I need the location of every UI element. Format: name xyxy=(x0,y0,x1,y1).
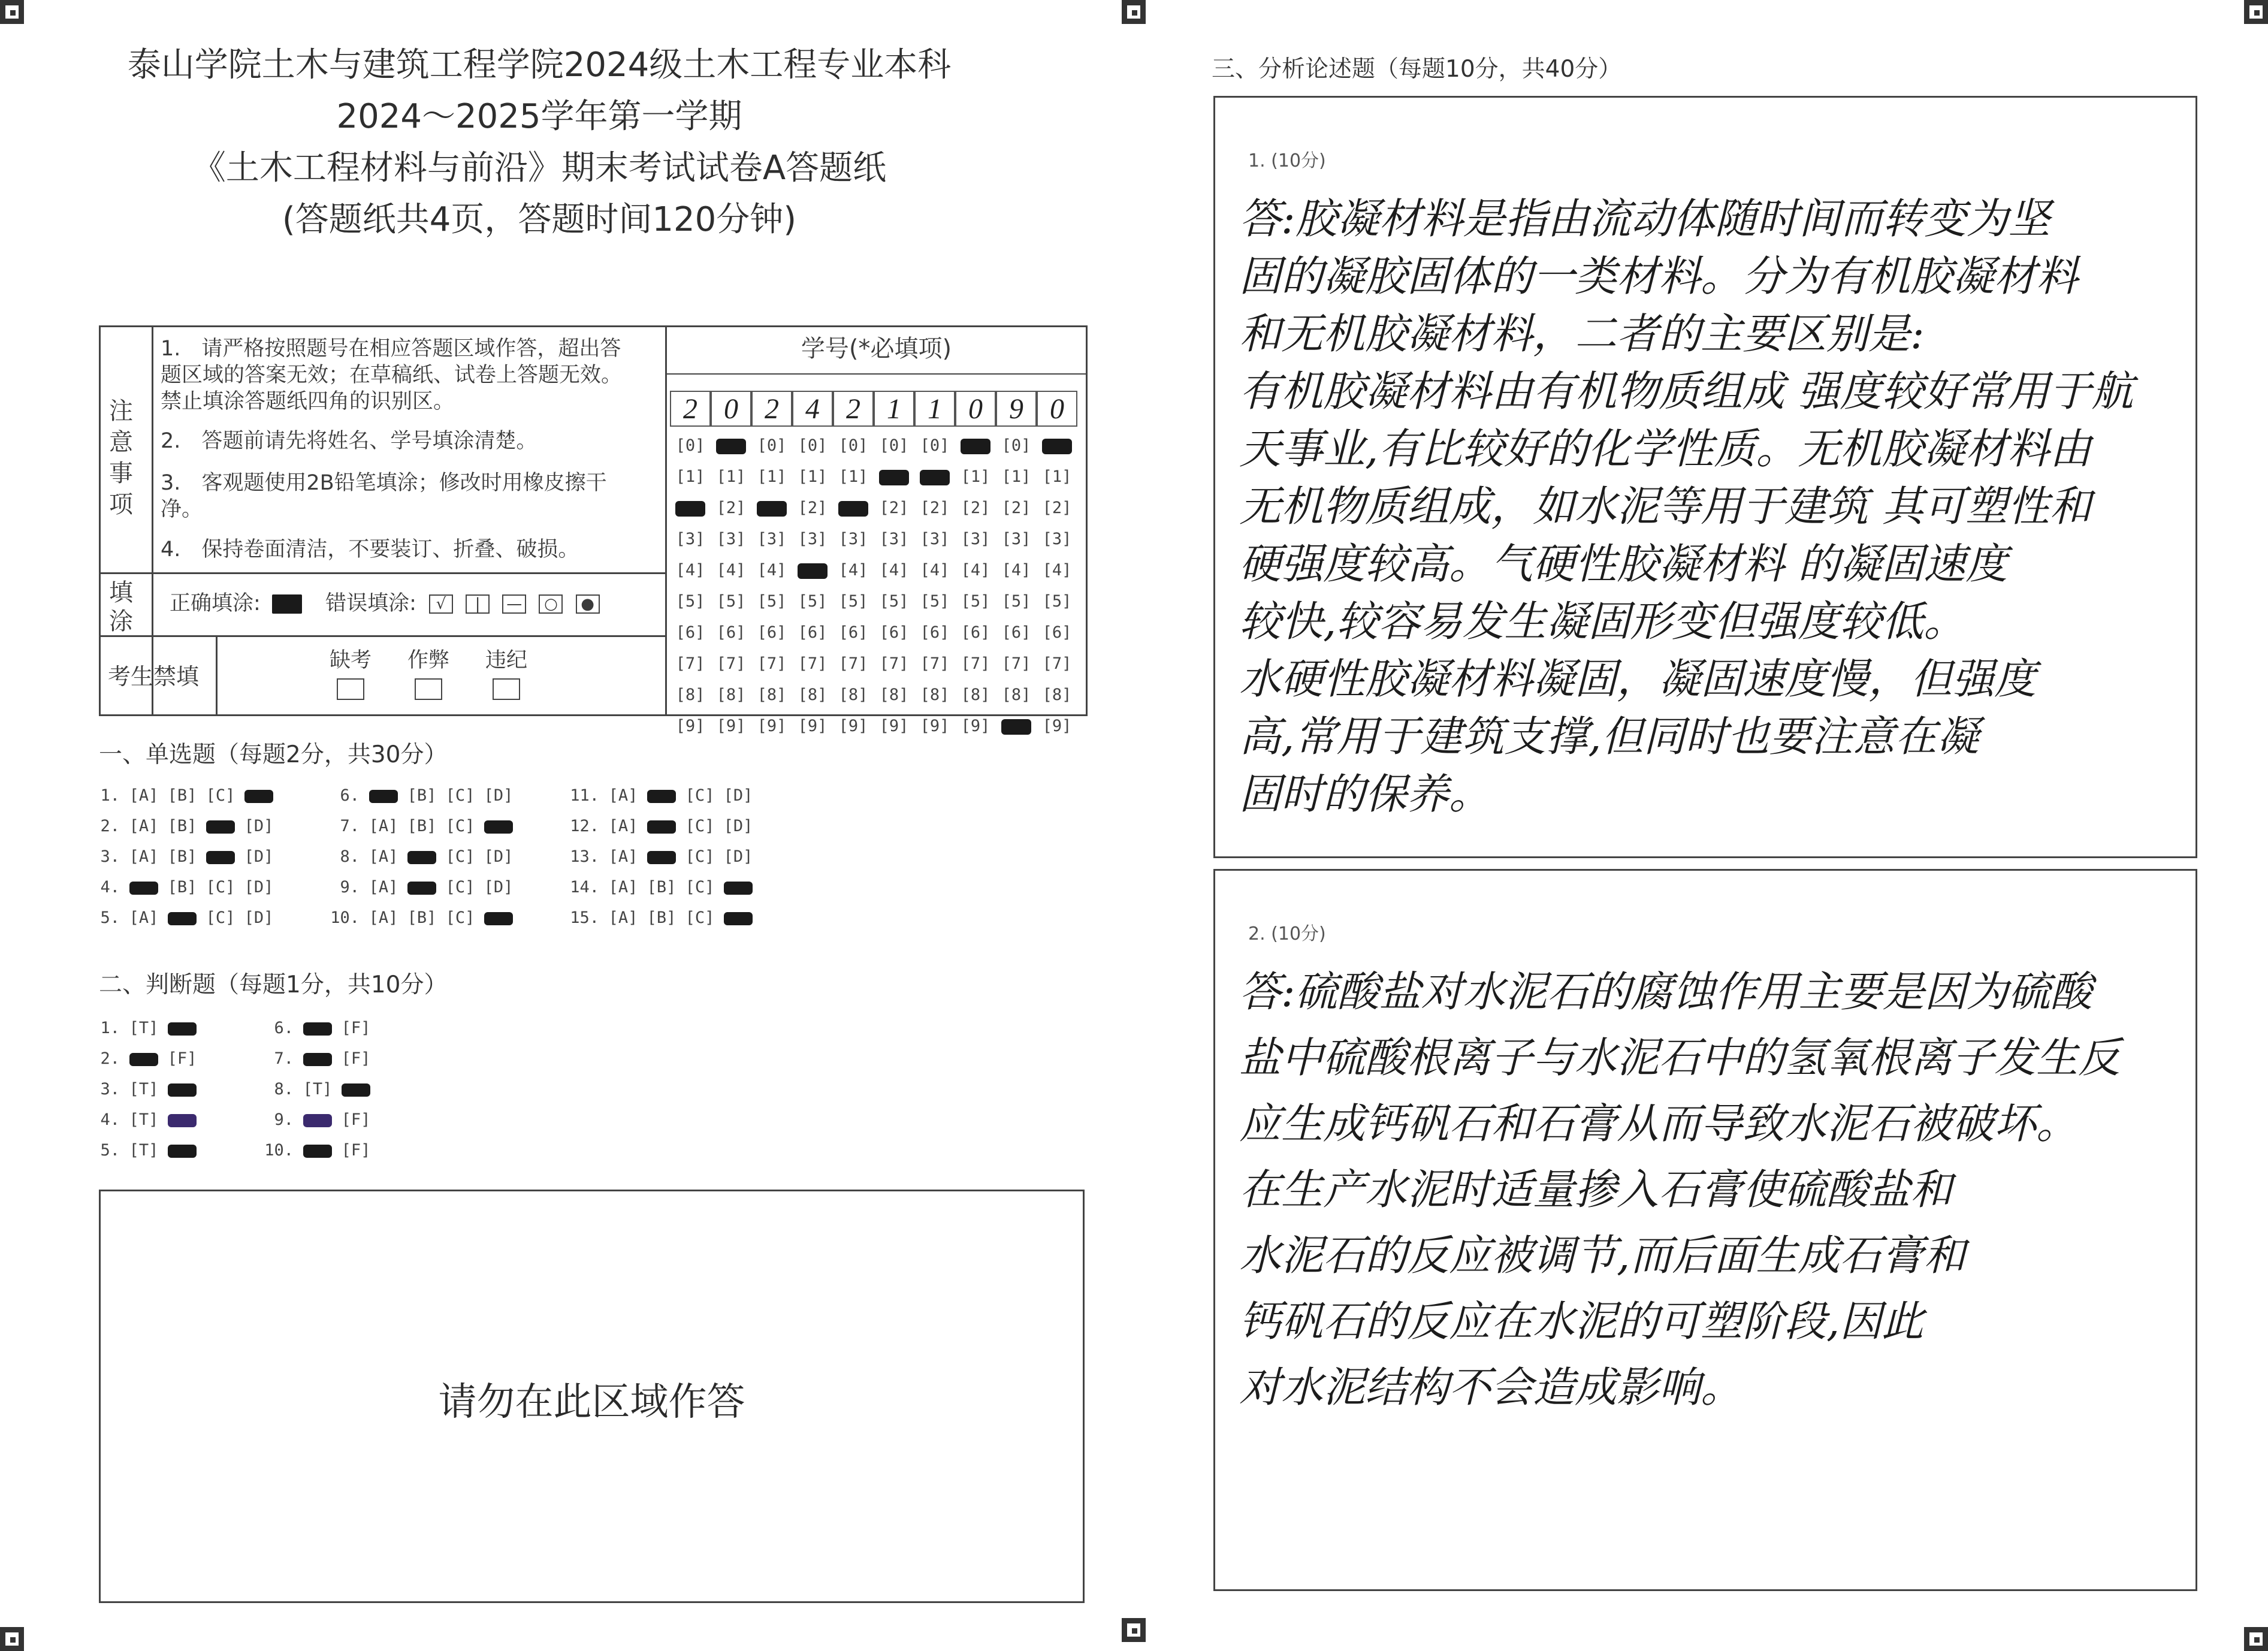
student-id-digit-box[interactable]: 0 xyxy=(1037,391,1077,427)
notice-label: 注意事项 xyxy=(109,397,133,518)
student-id-bubble[interactable]: [9] xyxy=(920,717,950,735)
handwritten-line: 和无机胶凝材料，二者的主要区别是: xyxy=(1239,309,1925,358)
answer-bubble[interactable] xyxy=(298,1110,337,1129)
student-id-bubble[interactable]: [6] xyxy=(716,623,746,642)
answer-bubble[interactable] xyxy=(642,847,681,866)
handwritten-line: 固的凝胶固体的一类材料。分为有机胶凝材料 xyxy=(1239,252,2078,301)
question-number: 2. xyxy=(100,1049,120,1068)
question-number: 8. xyxy=(340,847,360,866)
student-id-digit-box[interactable]: 9 xyxy=(996,391,1037,427)
student-id-digit-box[interactable]: 2 xyxy=(833,391,874,427)
essay-q1-label: 1. (10分) xyxy=(1248,150,1326,171)
header-line-1: 泰山学院土木与建筑工程学院2024级土木工程专业本科 xyxy=(127,46,952,84)
handwritten-line: 水硬性胶凝材料凝固，凝固速度慢，但强度 xyxy=(1239,654,2036,704)
student-id-bubble[interactable]: [1] xyxy=(757,467,787,486)
answer-bubble[interactable] xyxy=(298,1049,337,1068)
single-choice-question xyxy=(330,878,518,897)
answer-bubble[interactable] xyxy=(403,847,441,866)
answer-bubble[interactable]: [C] xyxy=(685,786,715,805)
answer-bubble[interactable] xyxy=(642,817,681,835)
student-id-bubble[interactable]: [9] xyxy=(838,717,868,735)
handwritten-line: 答:硫酸盐对水泥石的腐蚀作用主要是因为硫酸 xyxy=(1239,967,2092,1016)
student-id-bubble[interactable]: [2] xyxy=(1001,499,1031,517)
answer-bubble[interactable]: [D] xyxy=(484,786,514,805)
question-number: 2. xyxy=(100,817,120,835)
no-answer-zone xyxy=(99,1190,1085,1603)
handwritten-line: 对水泥结构不会造成影响。 xyxy=(1239,1363,1742,1412)
student-id-digit-box[interactable]: 4 xyxy=(792,391,833,427)
single-choice-question xyxy=(569,878,757,897)
student-id-bubble[interactable] xyxy=(713,436,749,455)
student-id-bubble[interactable]: [1] xyxy=(716,467,746,486)
question-number: 5. xyxy=(100,1141,120,1160)
answer-bubble[interactable]: [T] xyxy=(129,1019,159,1037)
student-id-bubble[interactable]: [4] xyxy=(920,561,950,579)
answer-bubble[interactable]: [T] xyxy=(129,1110,159,1129)
student-id-bubble[interactable]: [5] xyxy=(757,592,787,611)
student-id-bubble[interactable]: [4] xyxy=(675,561,705,579)
student-id-digit-box[interactable]: 1 xyxy=(874,391,914,427)
true-false-question xyxy=(264,1019,375,1037)
student-id-bubble[interactable]: [7] xyxy=(798,654,828,673)
answer-bubble[interactable]: [D] xyxy=(484,878,514,897)
essay-box-2[interactable] xyxy=(1213,869,2197,1591)
header-line-3: 《土木工程材料与前沿》期末考试试卷A答题纸 xyxy=(192,149,887,188)
question-number: 12. xyxy=(570,817,599,835)
notice-item-3: 3. 客观题使用2B铅笔填涂；修改时用橡皮擦干净。 xyxy=(161,471,607,521)
true-false-question xyxy=(90,1049,201,1068)
student-id-bubble[interactable] xyxy=(1039,436,1075,455)
student-id-digit-box[interactable]: 0 xyxy=(711,391,751,427)
student-id-bubble[interactable]: [6] xyxy=(798,623,828,642)
handwritten-line: 硬强度较高。气硬性胶凝材料 的凝固速度 xyxy=(1239,539,2008,588)
answer-bubble[interactable]: [F] xyxy=(341,1141,371,1160)
student-id-bubble[interactable]: [8] xyxy=(1001,686,1031,704)
answer-bubble[interactable]: [F] xyxy=(341,1049,371,1068)
answer-bubble[interactable]: [D] xyxy=(244,847,274,866)
answer-bubble[interactable]: [A] xyxy=(369,817,398,835)
answer-bubble[interactable]: [C] xyxy=(685,908,715,927)
student-id-bubble[interactable]: [7] xyxy=(961,654,990,673)
student-id-bubble[interactable]: [5] xyxy=(716,592,746,611)
answer-bubble[interactable]: [A] xyxy=(608,817,638,835)
student-id-bubble[interactable]: [5] xyxy=(675,592,705,611)
student-id-bubble[interactable]: [1] xyxy=(675,467,705,486)
student-id-bubble[interactable]: [2] xyxy=(920,499,950,517)
corner-marker-bottom-right xyxy=(2244,1627,2268,1651)
student-id-bubble[interactable]: [9] xyxy=(879,717,909,735)
corner-marker-bottom-left xyxy=(0,1627,24,1651)
answer-bubble[interactable]: [C] xyxy=(445,908,475,927)
student-id-bubble[interactable]: [9] xyxy=(798,717,828,735)
question-number: 7. xyxy=(274,1049,294,1068)
question-number: 1. xyxy=(100,1019,120,1037)
correct-fill-label: 正确填涂: xyxy=(170,591,261,615)
essay-q2-label: 2. (10分) xyxy=(1248,923,1326,944)
question-number: 1. xyxy=(100,786,120,805)
question-number: 10. xyxy=(264,1141,294,1160)
student-id-bubble[interactable]: [7] xyxy=(838,654,868,673)
student-id-bubble[interactable]: [0] xyxy=(1001,436,1031,455)
answer-bubble[interactable]: [D] xyxy=(723,786,753,805)
student-id-bubble[interactable]: [4] xyxy=(961,561,990,579)
student-id-bubble[interactable]: [5] xyxy=(838,592,868,611)
section2-title: 二、判断题（每题1分，共10分） xyxy=(99,971,448,998)
answer-bubble[interactable]: [A] xyxy=(129,786,159,805)
answer-bubble[interactable] xyxy=(201,847,240,866)
student-id-bubble[interactable]: [7] xyxy=(920,654,950,673)
student-id-bubble[interactable]: [3] xyxy=(838,530,868,548)
essay-box-1[interactable] xyxy=(1213,96,2197,858)
student-id-bubble[interactable]: [4] xyxy=(879,561,909,579)
answer-bubble[interactable]: [C] xyxy=(206,908,235,927)
question-number: 9. xyxy=(274,1110,294,1129)
answer-bubble[interactable]: [C] xyxy=(206,878,235,897)
answer-bubble[interactable]: [C] xyxy=(206,786,235,805)
handwritten-line: 盐中硫酸根离子与水泥石中的氢氧根离子发生反 xyxy=(1239,1033,2120,1082)
answer-bubble[interactable]: [C] xyxy=(685,847,715,866)
handwritten-line: 钙矾石的反应在水泥的可塑阶段,因此 xyxy=(1239,1297,1924,1346)
student-id-bubble[interactable]: [4] xyxy=(1001,561,1031,579)
answer-bubble[interactable]: [F] xyxy=(341,1110,371,1129)
student-id-bubble[interactable]: [3] xyxy=(1042,530,1072,548)
answer-bubble[interactable]: [B] xyxy=(167,847,197,866)
student-id-bubble[interactable]: [4] xyxy=(757,561,787,579)
student-id-bubble[interactable]: [0] xyxy=(757,436,787,455)
answer-bubble[interactable]: [C] xyxy=(445,878,475,897)
correct-fill-mark xyxy=(272,594,302,614)
answer-bubble[interactable]: [A] xyxy=(129,817,159,835)
question-number: 7. xyxy=(340,817,360,835)
student-id-bubble[interactable] xyxy=(917,467,953,486)
student-id-bubble[interactable]: [6] xyxy=(961,623,990,642)
handwritten-line: 在生产水泥时适量掺入石膏使硫酸盐和 xyxy=(1239,1165,1952,1214)
forbid-item-absent[interactable]: 缺考 xyxy=(327,647,375,700)
single-choice-question xyxy=(90,786,278,805)
answer-bubble[interactable]: [B] xyxy=(407,786,437,805)
answer-bubble[interactable]: [A] xyxy=(369,847,398,866)
answer-bubble[interactable]: [F] xyxy=(167,1049,197,1068)
student-id-bubble[interactable]: [8] xyxy=(1042,686,1072,704)
answer-bubble[interactable] xyxy=(163,1080,201,1098)
student-id-bubble[interactable]: [6] xyxy=(1042,623,1072,642)
question-number: 11. xyxy=(570,786,599,805)
handwritten-line: 无机物质组成，如水泥等用于建筑 其可塑性和 xyxy=(1239,482,2092,531)
question-number: 8. xyxy=(274,1080,294,1098)
fill-example xyxy=(170,590,661,617)
student-id-bubble[interactable]: [7] xyxy=(716,654,746,673)
single-choice-question xyxy=(90,847,278,866)
student-id-bubble[interactable] xyxy=(672,499,708,517)
answer-bubble[interactable] xyxy=(163,908,201,927)
answer-bubble[interactable]: [A] xyxy=(608,878,638,897)
student-id-bubble[interactable]: [7] xyxy=(1042,654,1072,673)
answer-bubble[interactable]: [A] xyxy=(129,847,159,866)
single-choice-question xyxy=(569,908,757,927)
student-id-bubble[interactable] xyxy=(876,467,912,486)
wrong-mark-bar: | xyxy=(466,594,490,614)
question-number: 3. xyxy=(100,847,120,866)
student-id-bubble[interactable]: [0] xyxy=(879,436,909,455)
answer-bubble[interactable] xyxy=(298,1019,337,1037)
true-false-question xyxy=(264,1141,375,1160)
student-id-bubble[interactable]: [0] xyxy=(798,436,828,455)
corner-marker-bottom-center xyxy=(1122,1618,1146,1642)
student-id-bubble[interactable]: [7] xyxy=(1001,654,1031,673)
handwritten-line: 固时的保养。 xyxy=(1239,769,1491,819)
student-id-bubble[interactable]: [8] xyxy=(757,686,787,704)
student-id-bubble[interactable] xyxy=(998,717,1034,735)
header-line-2: 2024～2025学年第一学期 xyxy=(336,97,742,136)
answer-bubble[interactable]: [A] xyxy=(129,908,159,927)
question-number: 13. xyxy=(570,847,599,866)
answer-bubble[interactable]: [B] xyxy=(407,908,437,927)
student-id-bubble[interactable]: [4] xyxy=(716,561,746,579)
corner-marker-top-left xyxy=(0,0,24,24)
answer-bubble[interactable]: [B] xyxy=(407,817,437,835)
student-id-bubble[interactable]: [3] xyxy=(961,530,990,548)
student-id-bubble[interactable]: [3] xyxy=(1001,530,1031,548)
wrong-mark-circle: ○ xyxy=(539,594,563,614)
answer-bubble[interactable]: [T] xyxy=(129,1141,159,1160)
student-id-bubble[interactable]: [8] xyxy=(675,686,705,704)
student-id-bubble[interactable]: [2] xyxy=(879,499,909,517)
answer-bubble[interactable]: [D] xyxy=(723,847,753,866)
student-id-bubble[interactable]: [9] xyxy=(961,717,990,735)
single-choice-question xyxy=(330,847,518,866)
section1-title: 一、单选题（每题2分，共30分） xyxy=(99,741,448,768)
answer-bubble[interactable] xyxy=(642,786,681,805)
wrong-mark-dot: ● xyxy=(576,594,600,614)
single-choice-question xyxy=(90,908,278,927)
forbid-item-violation[interactable]: 违纪 xyxy=(482,647,530,700)
student-id-bubble[interactable]: [6] xyxy=(757,623,787,642)
answer-bubble[interactable]: [T] xyxy=(129,1080,159,1098)
answer-bubble[interactable]: [D] xyxy=(244,817,274,835)
student-id-bubble[interactable]: [5] xyxy=(961,592,990,611)
question-number: 5. xyxy=(100,908,120,927)
handwritten-line: 高,常用于建筑支撑,但同时也要注意在凝 xyxy=(1239,712,1979,761)
single-choice-question xyxy=(330,908,518,927)
student-id-bubble[interactable] xyxy=(958,436,993,455)
student-id-bubble[interactable]: [3] xyxy=(920,530,950,548)
student-id-bubble[interactable]: [9] xyxy=(1042,717,1072,735)
answer-bubble[interactable]: [B] xyxy=(167,786,197,805)
answer-bubble[interactable]: [F] xyxy=(341,1019,371,1037)
answer-bubble[interactable] xyxy=(240,786,278,805)
answer-bubble[interactable] xyxy=(163,1019,201,1037)
question-number: 6. xyxy=(340,786,360,805)
student-id-bubble[interactable]: [8] xyxy=(798,686,828,704)
student-id-bubble[interactable]: [9] xyxy=(675,717,705,735)
student-id-bubble[interactable]: [1] xyxy=(961,467,990,486)
corner-marker-top-right xyxy=(2244,0,2268,24)
answer-bubble[interactable] xyxy=(403,878,441,897)
handwritten-line: 应生成钙矾石和石膏从而导致水泥石被破坏。 xyxy=(1239,1099,2078,1148)
no-answer-zone-text: 请勿在此区域作答 xyxy=(438,1380,745,1424)
handwritten-line: 有机胶凝材料由有机物质组成 强度较好常用于航 xyxy=(1239,367,2134,416)
student-id-bubble[interactable]: [8] xyxy=(838,686,868,704)
answer-bubble[interactable] xyxy=(479,908,518,927)
student-id-bubble[interactable]: [3] xyxy=(757,530,787,548)
student-id-bubble[interactable] xyxy=(835,499,871,517)
forbid-item-cheat[interactable]: 作弊 xyxy=(404,647,452,700)
true-false-question xyxy=(90,1080,201,1098)
true-false-question xyxy=(90,1110,201,1129)
student-id-bubble[interactable]: [1] xyxy=(1042,467,1072,486)
student-id-bubble[interactable]: [6] xyxy=(879,623,909,642)
student-id-bubble[interactable]: [5] xyxy=(879,592,909,611)
single-choice-question xyxy=(90,878,278,897)
answer-bubble[interactable]: [C] xyxy=(445,786,475,805)
answer-bubble[interactable] xyxy=(125,1049,163,1068)
question-number: 9. xyxy=(340,878,360,897)
wrong-fill-label: 错误填涂: xyxy=(325,591,416,615)
answer-bubble[interactable] xyxy=(337,1080,375,1098)
answer-bubble[interactable]: [D] xyxy=(244,878,274,897)
answer-bubble[interactable]: [T] xyxy=(303,1080,333,1098)
student-id-bubble[interactable]: [2] xyxy=(716,499,746,517)
handwritten-line: 天事业,有比较好的化学性质。无机胶凝材料由 xyxy=(1239,424,2092,473)
answer-bubble[interactable]: [B] xyxy=(167,817,197,835)
student-id-digit-box[interactable]: 0 xyxy=(955,391,996,427)
student-id-bubble[interactable]: [8] xyxy=(961,686,990,704)
answer-bubble[interactable]: [A] xyxy=(369,908,398,927)
single-choice-question xyxy=(569,786,757,805)
true-false-question xyxy=(264,1080,375,1098)
student-id-bubble[interactable]: [0] xyxy=(838,436,868,455)
handwritten-line: 较快,较容易发生凝固形变但强度较低。 xyxy=(1239,597,1966,646)
student-id-digit-box[interactable]: 2 xyxy=(670,391,711,427)
student-id-bubble[interactable]: [0] xyxy=(920,436,950,455)
answer-bubble[interactable]: [A] xyxy=(608,908,638,927)
student-id-bubble[interactable]: [1] xyxy=(1001,467,1031,486)
answer-bubble[interactable]: [A] xyxy=(608,847,638,866)
notice-item-4: 4. 保持卷面清洁，不要装订、折叠、破损。 xyxy=(161,538,579,562)
student-id-bubble[interactable]: [3] xyxy=(798,530,828,548)
handwritten-line: 答:胶凝材料是指由流动体随时间而转变为坚 xyxy=(1239,194,2050,243)
question-number: 3. xyxy=(100,1080,120,1098)
student-id-bubble[interactable]: [7] xyxy=(757,654,787,673)
student-id-bubble[interactable] xyxy=(795,561,831,579)
answer-bubble[interactable] xyxy=(719,878,757,897)
student-id-bubble[interactable]: [5] xyxy=(1001,592,1031,611)
answer-bubble[interactable] xyxy=(364,786,403,805)
student-id-bubble[interactable]: [6] xyxy=(1001,623,1031,642)
single-choice-question xyxy=(330,786,518,805)
student-id-bubble[interactable]: [6] xyxy=(920,623,950,642)
answer-bubble[interactable] xyxy=(163,1141,201,1160)
true-false-question xyxy=(90,1141,201,1160)
student-id-digit-box[interactable]: 2 xyxy=(751,391,792,427)
student-id-bubble[interactable]: [2] xyxy=(1042,499,1072,517)
single-choice-question xyxy=(90,817,278,835)
student-id-bubble[interactable]: [9] xyxy=(716,717,746,735)
wrong-mark-check: √ xyxy=(429,594,453,614)
question-number: 4. xyxy=(100,878,120,897)
question-number: 15. xyxy=(570,908,599,927)
single-choice-question xyxy=(330,817,518,835)
student-id-bubble[interactable]: [5] xyxy=(1042,592,1072,611)
student-id-bubble[interactable]: [7] xyxy=(675,654,705,673)
student-id-bubble[interactable]: [6] xyxy=(838,623,868,642)
student-id-bubble[interactable]: [1] xyxy=(838,467,868,486)
answer-bubble[interactable]: [A] xyxy=(608,786,638,805)
true-false-question xyxy=(264,1110,375,1129)
student-id-bubble[interactable]: [4] xyxy=(838,561,868,579)
true-false-question xyxy=(264,1049,375,1068)
answer-bubble[interactable] xyxy=(298,1141,337,1160)
student-id-bubble[interactable]: [7] xyxy=(879,654,909,673)
student-id-bubble[interactable]: [6] xyxy=(675,623,705,642)
answer-bubble[interactable]: [C] xyxy=(445,817,475,835)
question-number: 6. xyxy=(274,1019,294,1037)
student-id-digit-box[interactable]: 1 xyxy=(914,391,955,427)
question-number: 4. xyxy=(100,1110,120,1129)
student-id-bubble[interactable]: [8] xyxy=(920,686,950,704)
answer-bubble[interactable]: [B] xyxy=(647,908,677,927)
student-id-bubble[interactable]: [1] xyxy=(798,467,828,486)
student-id-bubble[interactable]: [3] xyxy=(716,530,746,548)
wrong-mark-dash: — xyxy=(502,594,526,614)
student-id-bubble[interactable]: [8] xyxy=(879,686,909,704)
student-id-bubble[interactable] xyxy=(754,499,790,517)
true-false-question xyxy=(90,1019,201,1037)
student-id-bubble[interactable]: [8] xyxy=(716,686,746,704)
answer-bubble[interactable]: [C] xyxy=(685,817,715,835)
header-line-4: (答题纸共4页，答题时间120分钟) xyxy=(282,200,797,239)
answer-bubble[interactable]: [C] xyxy=(445,847,475,866)
answer-bubble[interactable] xyxy=(125,878,163,897)
answer-bubble[interactable]: [D] xyxy=(723,817,753,835)
student-id-bubble[interactable]: [9] xyxy=(757,717,787,735)
fill-label: 填涂 xyxy=(109,579,133,635)
single-choice-question xyxy=(569,817,757,835)
question-number: 14. xyxy=(570,878,599,897)
answer-bubble[interactable] xyxy=(719,908,757,927)
corner-marker-top-center xyxy=(1122,0,1146,24)
student-id-bubble[interactable]: [3] xyxy=(675,530,705,548)
single-choice-question xyxy=(569,847,757,866)
student-id-bubble[interactable]: [3] xyxy=(879,530,909,548)
student-id-bubble[interactable]: [2] xyxy=(961,499,990,517)
notice-item-1: 1. 请严格按照题号在相应答题区域作答，超出答题区域的答案无效；在草稿纸、试卷上答题无效。禁止填涂答题纸四角的识别区。 xyxy=(161,337,623,413)
handwritten-line: 水泥石的反应被调节,而后面生成石膏和 xyxy=(1239,1231,1966,1280)
student-id-label: 学号(*必填项) xyxy=(801,335,952,363)
answer-bubble[interactable]: [C] xyxy=(685,878,715,897)
student-id-bubble[interactable]: [5] xyxy=(798,592,828,611)
answer-bubble[interactable]: [D] xyxy=(484,847,514,866)
answer-bubble[interactable]: [A] xyxy=(369,878,398,897)
student-id-bubble[interactable]: [0] xyxy=(675,436,705,455)
section3-title: 三、分析论述题（每题10分，共40分） xyxy=(1212,56,1622,83)
student-id-bubble[interactable]: [5] xyxy=(920,592,950,611)
student-id-bubble[interactable]: [4] xyxy=(1042,561,1072,579)
answer-bubble[interactable]: [D] xyxy=(244,908,274,927)
forbid-label: 考生禁填 xyxy=(108,663,200,690)
student-id-bubble[interactable]: [2] xyxy=(798,499,828,517)
answer-bubble[interactable]: [B] xyxy=(647,878,677,897)
answer-bubble[interactable] xyxy=(479,817,518,835)
notice-item-2: 2. 答题前请先将姓名、学号填涂清楚。 xyxy=(161,429,537,453)
question-number: 10. xyxy=(330,908,360,927)
answer-bubble[interactable] xyxy=(201,817,240,835)
answer-bubble[interactable]: [B] xyxy=(167,878,197,897)
answer-bubble[interactable] xyxy=(163,1110,201,1129)
